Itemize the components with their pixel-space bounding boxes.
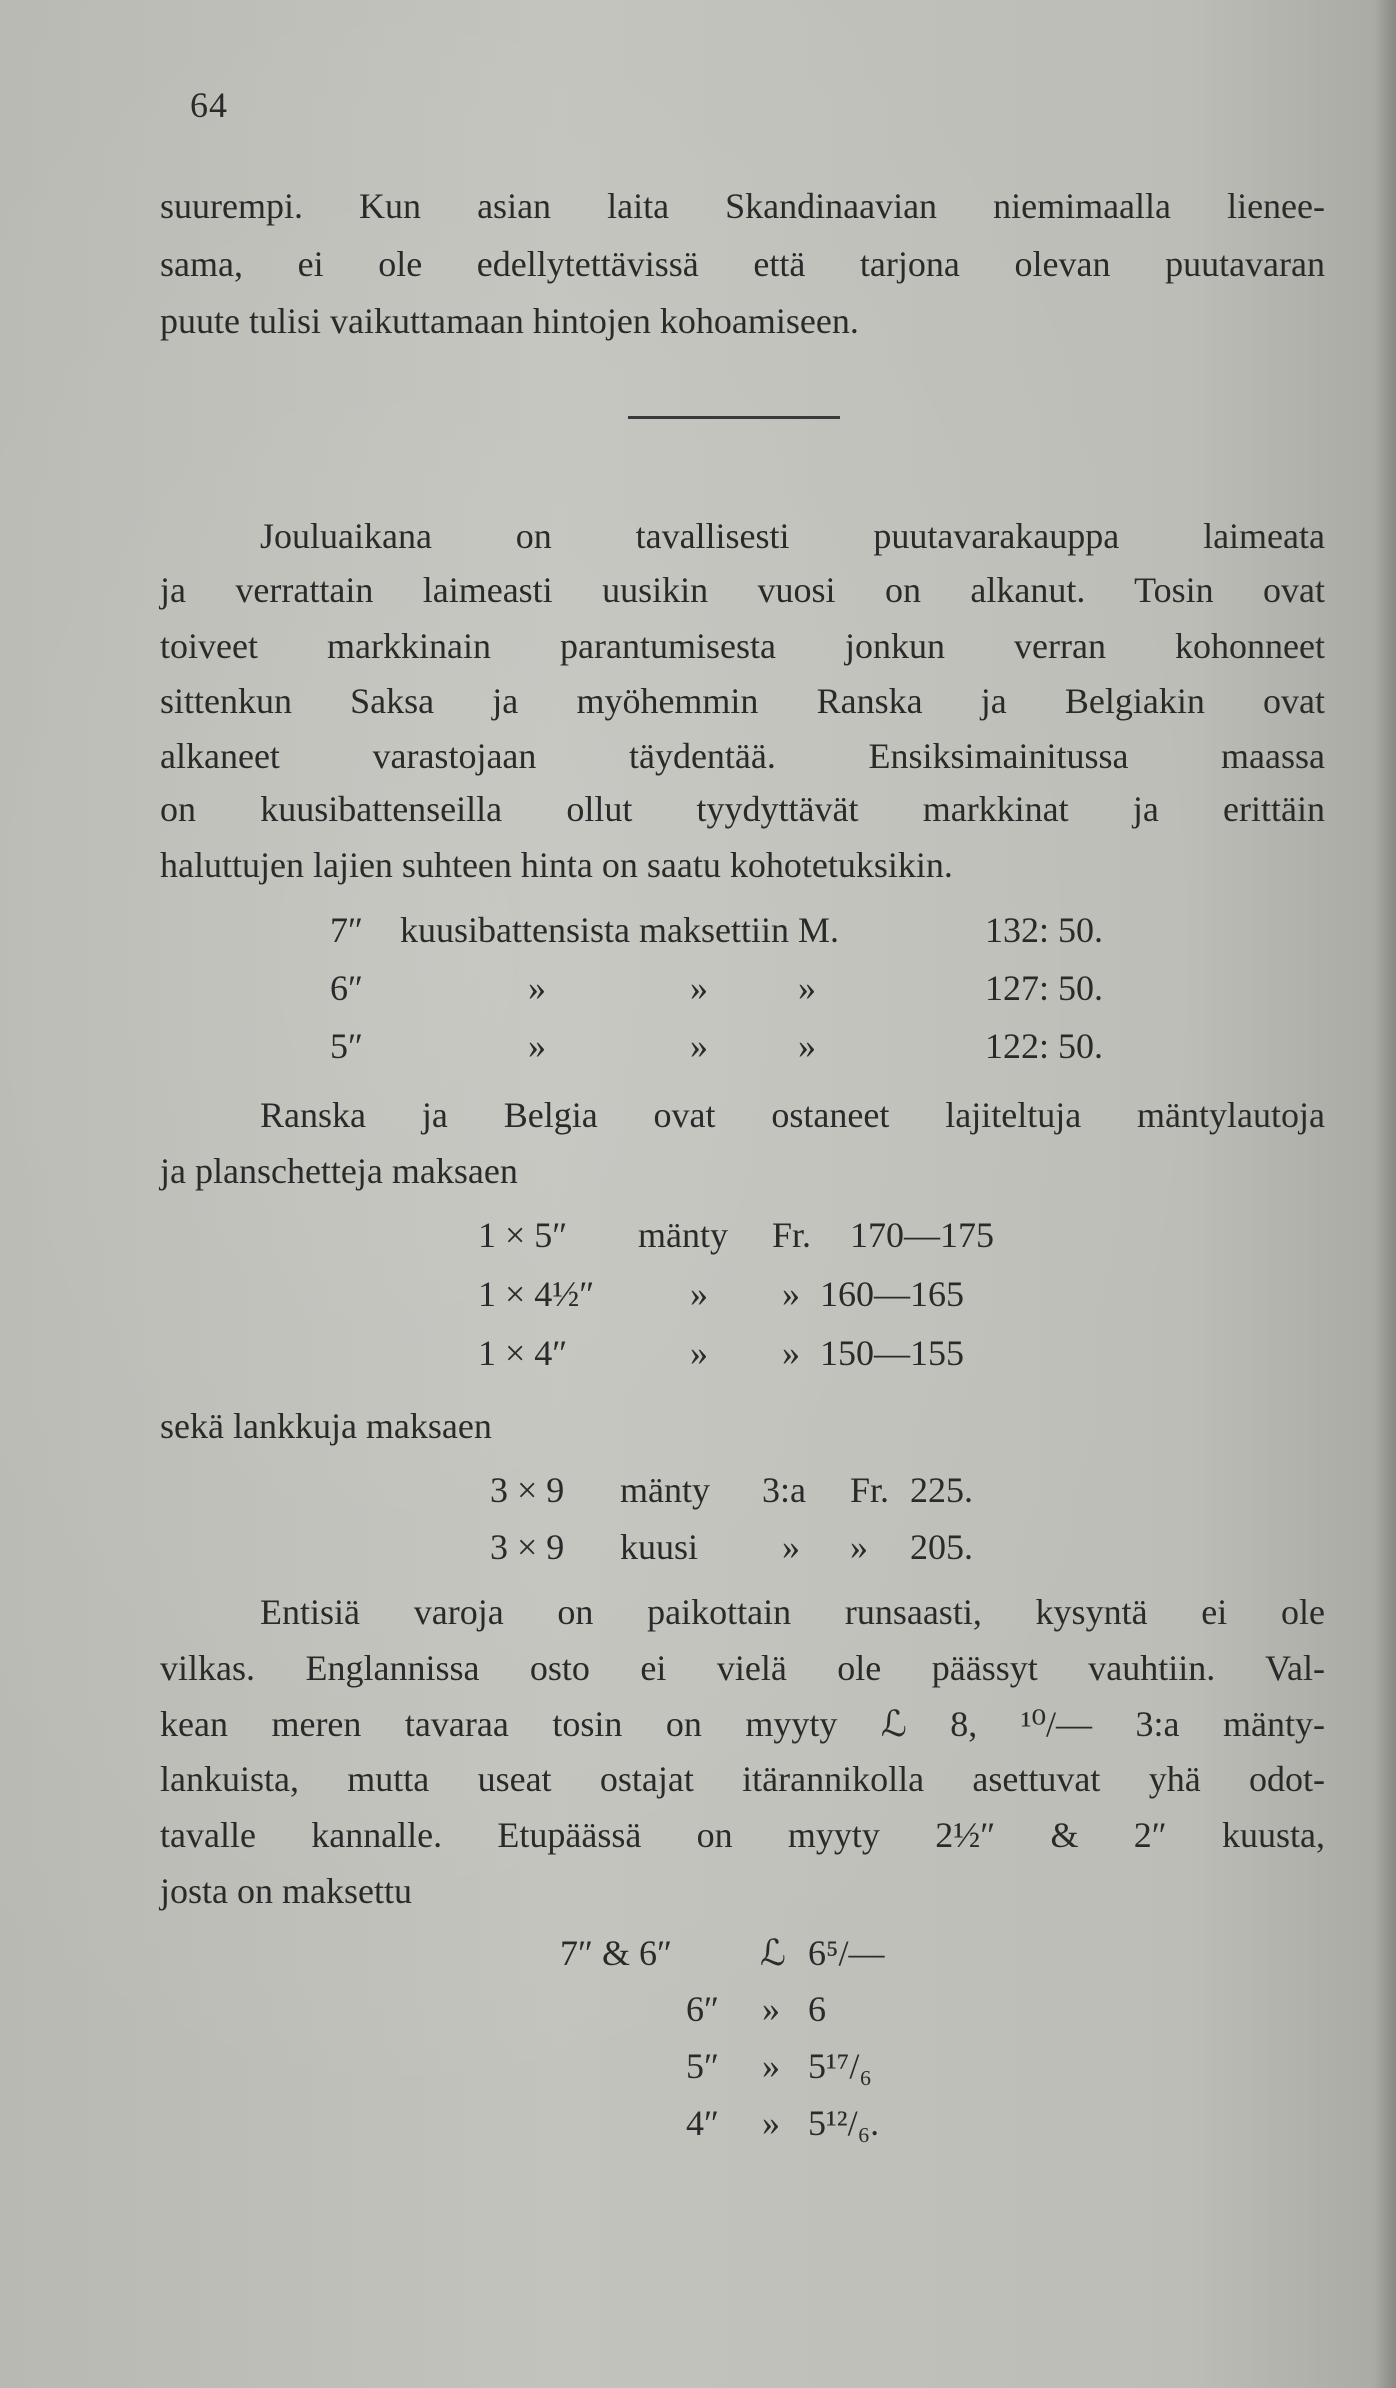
price-wood: kuusi — [620, 1527, 699, 1567]
price-wood: » — [690, 1333, 708, 1373]
price-size: 6″ — [686, 1989, 719, 2029]
price-dimension: 3 × 9 — [490, 1527, 565, 1567]
price-value: 132: 50. — [985, 910, 1104, 950]
text-line: kean meren tavaraa tosin on myyty ℒ 8, ¹⁰/— 3:a mänty- — [160, 1704, 1325, 1744]
price-wood: » — [690, 1274, 708, 1314]
price-value: 170—175 — [850, 1215, 994, 1255]
price-currency: » — [762, 2046, 780, 2086]
price-value: 6 — [808, 1989, 826, 2029]
price-currency: » — [782, 1333, 800, 1373]
price-wood: mänty — [638, 1215, 728, 1255]
price-grade: 3:a — [762, 1470, 806, 1510]
price-text: » » » — [528, 1026, 816, 1066]
text-line: lankuista, mutta useat ostajat itärannikolla asettuvat yhä odot- — [160, 1759, 1325, 1799]
text-line: josta on maksettu — [160, 1871, 412, 1911]
text-line: ja verrattain laimeasti uusikin vuosi on alkanut. Tosin ovat — [160, 570, 1325, 610]
text-line: Jouluaikana on tavallisesti puutavarakauppa laimeata — [260, 516, 1325, 556]
text-line: tavalle kannalle. Etupäässä on myyty 2½″ & 2″ kuusta, — [160, 1815, 1325, 1855]
price-currency: » — [850, 1527, 868, 1567]
price-text: kuusibattensista maksettiin M. — [400, 910, 839, 950]
text-line: sittenkun Saksa ja myöhemmin Ranska ja Belgiakin ovat — [160, 681, 1325, 721]
price-value: 127: 50. — [985, 968, 1104, 1008]
text-line: Ranska ja Belgia ovat ostaneet lajiteltuja mäntylautoja — [260, 1095, 1325, 1135]
price-dimension: 1 × 4½″ — [478, 1274, 595, 1314]
price-text: » » » — [528, 968, 816, 1008]
price-size: 7″ — [330, 910, 363, 950]
price-grade: » — [782, 1527, 800, 1567]
text-line: sekä lankkuja maksaen — [160, 1406, 492, 1446]
price-value: 225. — [910, 1470, 973, 1510]
page-number: 64 — [190, 85, 228, 125]
price-size: 5″ — [330, 1026, 363, 1066]
text-line: on kuusibattenseilla ollut tyydyttävät markkinat ja erittäin — [160, 789, 1325, 829]
text-line: sama, ei ole edellytettävissä että tarjona olevan puutavaran — [160, 244, 1325, 284]
price-currency: Fr. — [850, 1470, 890, 1510]
text-line: toiveet markkinain parantumisesta jonkun verran kohonneet — [160, 626, 1325, 666]
text-line: alkaneet varastojaan täydentää. Ensiksimainitussa maassa — [160, 736, 1325, 776]
price-value: 6⁵/— — [808, 1933, 885, 1973]
price-value: 160—165 — [820, 1274, 964, 1314]
price-value: 205. — [910, 1527, 973, 1567]
text-line: haluttujen lajien suhteen hinta on saatu kohotetuksikin. — [160, 845, 953, 885]
text-line: suurempi. Kun asian laita Skandinaavian niemimaalla lienee- — [160, 186, 1325, 226]
price-currency: Fr. — [772, 1215, 812, 1255]
price-dimension: 1 × 5″ — [478, 1215, 568, 1255]
price-dimension: 3 × 9 — [490, 1470, 565, 1510]
text-line: Entisiä varoja on paikottain runsaasti, kysyntä ei ole — [260, 1592, 1325, 1632]
price-currency: » — [782, 1274, 800, 1314]
price-value: 5¹²/₆. — [808, 2103, 880, 2143]
price-size: 6″ — [330, 968, 363, 1008]
price-currency: » — [762, 1989, 780, 2029]
text-line: ja planschetteja maksaen — [160, 1151, 518, 1191]
price-size: 4″ — [686, 2103, 719, 2143]
page-edge-shadow — [1374, 0, 1396, 2388]
price-value: 150—155 — [820, 1333, 964, 1373]
price-size: 7″ & 6″ — [560, 1933, 672, 1973]
price-dimension: 1 × 4″ — [478, 1333, 568, 1373]
price-size: 5″ — [686, 2046, 719, 2086]
price-value: 5¹⁷/₆ — [808, 2046, 872, 2086]
price-wood: mänty — [620, 1470, 710, 1510]
text-line: vilkas. Englannissa osto ei vielä ole päässyt vauhtiin. Val- — [160, 1648, 1325, 1688]
section-separator — [628, 416, 840, 419]
price-currency: » — [762, 2103, 780, 2143]
text-line: puute tulisi vaikuttamaan hintojen kohoamiseen. — [160, 301, 859, 341]
price-currency: ℒ — [760, 1933, 786, 1973]
price-value: 122: 50. — [985, 1026, 1104, 1066]
